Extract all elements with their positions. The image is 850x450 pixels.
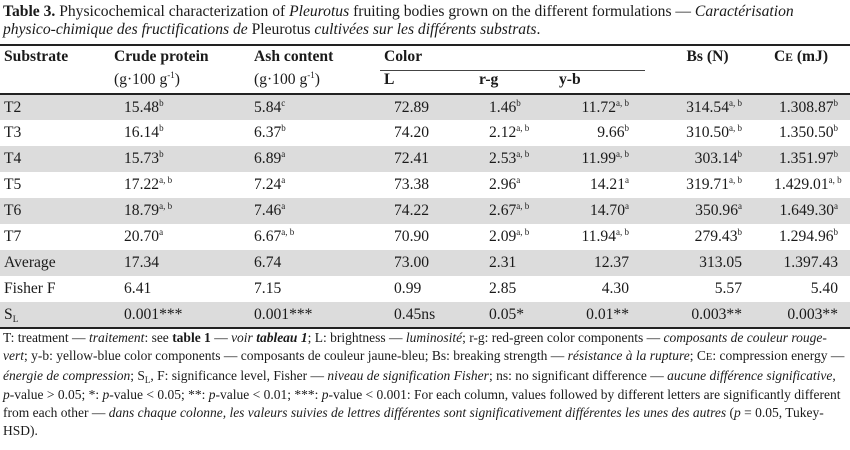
cell-substrate: T6 — [0, 198, 110, 224]
cell-color-rg: 2.31 — [475, 250, 555, 276]
cell-crude-protein: 15.48$^b$ — [110, 94, 250, 120]
header-color-rg: r-g — [475, 71, 555, 95]
data-table — [0, 44, 850, 329]
caption-en-pre: Physicochemical characterization of — [55, 3, 290, 20]
cell-breaking-strength: 303.14$^b$ — [645, 146, 770, 172]
cell-compression-energy: 5.40 — [810, 280, 839, 297]
caption-label: Table 3. — [3, 3, 56, 20]
cell-breaking-strength: 310.50$^{a, b}$ — [686, 123, 743, 141]
cell-color-yb: 4.30 — [601, 280, 630, 297]
cell-compression-energy: 1.649.30$^a$ — [770, 198, 850, 224]
table-row — [0, 302, 850, 328]
cell-color-yb: 11.99$^{a, b}$ — [555, 146, 645, 172]
cell-color-rg: 2.67$^{a, b}$ — [475, 198, 555, 224]
cell-substrate: T5 — [4, 176, 22, 193]
cell-color-L: 0.45ns — [380, 302, 475, 328]
cell-substrate: T7 — [4, 228, 22, 245]
cell-breaking-strength: 279.43$^b$ — [694, 227, 743, 245]
table-row — [0, 250, 850, 276]
cell-ash-content: 7.24$^a$ — [254, 175, 286, 193]
caption-fr-post: cultivées sur les différents substrats — [310, 21, 537, 38]
cell-crude-protein: 17.34 — [110, 250, 250, 276]
cell-ash-content: 6.74 — [250, 250, 380, 276]
cell-color-rg: 0.05* — [475, 302, 555, 328]
cell-substrate: $S_L$ — [0, 302, 110, 328]
header-breaking-strength: Bs (N) — [645, 45, 770, 71]
cell-color-L: 73.00 — [380, 250, 475, 276]
cell-substrate: Fisher F — [4, 280, 56, 297]
cell-color-L: 74.22 — [380, 198, 475, 224]
cell-color-rg: 2.53$^{a, b}$ — [475, 146, 555, 172]
table-row — [0, 120, 850, 146]
table-row — [0, 146, 850, 172]
cell-breaking-strength: 0.003** — [645, 302, 770, 328]
cell-color-rg: 2.09$^{a, b}$ — [489, 227, 530, 245]
header-color-L: L — [380, 71, 475, 95]
cell-compression-energy: 0.003** — [770, 302, 850, 328]
cell-compression-energy: 1.351.97$^b$ — [770, 146, 850, 172]
table-row — [0, 224, 850, 250]
cell-ash-content: 7.46$^a$ — [250, 198, 380, 224]
cell-color-yb: 9.66$^b$ — [597, 123, 630, 141]
caption-fr-pre: Caractérisation physico-chimique des fructifications de — [3, 3, 794, 38]
cell-crude-protein: 16.14$^b$ — [124, 123, 164, 141]
cell-substrate: T4 — [0, 146, 110, 172]
header-crude-protein-unit: (g·100 $g^{-1}$) — [114, 69, 180, 88]
cell-ash-content: 7.15 — [254, 280, 282, 297]
header-ash-unit: (g·100 $g^{-1}$) — [254, 69, 320, 88]
cell-compression-energy: 1.350.50$^b$ — [778, 123, 839, 141]
cell-color-L: 74.20 — [394, 124, 430, 141]
cell-breaking-strength: 314.54$^{a, b}$ — [645, 94, 770, 120]
cell-color-yb: 11.94$^{a, b}$ — [581, 227, 630, 245]
header-crude-protein: Crude protein — [110, 45, 250, 71]
cell-color-yb: 14.21$^a$ — [589, 175, 630, 193]
table-row — [0, 94, 850, 120]
caption-fr-genus: Pleurotus — [251, 21, 311, 38]
header-color-yb: y-b — [555, 71, 645, 95]
cell-ash-content: 6.67$^{a, b}$ — [254, 227, 295, 245]
cell-color-L: 72.41 — [380, 146, 475, 172]
cell-color-rg: 2.96$^a$ — [489, 175, 521, 193]
cell-color-L: 73.38 — [394, 176, 430, 193]
table-footnote: T: treatment — traitement: see table 1 — voir tableau 1; L: brightness — luminosité; r-g: red-green color components — composants de couleur rouge-vert; y-b: yellow-blue color components — composants de couleur jaune-bleu; Bs: breaking strength — résistance à la rupture; CE: compression energy — énergie de compression; $S_L$, F: significance level, Fisher — niveau de signification Fisher; ns: no significant difference — aucune différence significative, p-value > 0.05; *: p-value < 0.05; **: p-value < 0.01; ***: p-value < 0.001: For each column, values followed by different letters are significantly different from each other — dans chaque colonne, les valeurs suivies de lettres différentes sont significativement différentes les unes des autres (p = 0.05, Tukey-HSD). — [3, 330, 845, 439]
cell-crude-protein: 15.73$^b$ — [110, 146, 250, 172]
caption-en-genus: Pleurotus — [289, 3, 350, 20]
cell-compression-energy: 1.294.96$^b$ — [778, 227, 839, 245]
cell-substrate: Average — [0, 250, 110, 276]
cell-compression-energy: 1.308.87$^b$ — [770, 94, 850, 120]
cell-compression-energy: 1.429.01$^{a, b}$ — [774, 175, 842, 193]
cell-crude-protein: 6.41 — [124, 280, 152, 297]
cell-crude-protein: 18.79$^{a, b}$ — [110, 198, 250, 224]
caption-end: . — [536, 21, 541, 38]
header-ash-content: Ash content — [250, 45, 380, 71]
cell-color-L: 72.89 — [380, 94, 475, 120]
cell-color-yb: 14.70$^a$ — [555, 198, 645, 224]
cell-crude-protein: 0.001*** — [110, 302, 250, 328]
cell-substrate: T3 — [4, 124, 22, 141]
caption-en-post: fruiting bodies grown on the different formulations — — [349, 3, 695, 20]
cell-ash-content: 6.89$^a$ — [250, 146, 380, 172]
table-row — [0, 172, 850, 198]
table-caption — [3, 3, 845, 39]
cell-color-yb: 0.01** — [555, 302, 645, 328]
cell-crude-protein: 17.22$^{a, b}$ — [124, 175, 173, 193]
cell-color-rg: 2.12$^{a, b}$ — [489, 123, 530, 141]
table-row — [0, 276, 850, 302]
header-compression-energy: CE (mJ) — [770, 45, 850, 71]
cell-breaking-strength: 319.71$^{a, b}$ — [686, 175, 743, 193]
cell-substrate: T2 — [0, 94, 110, 120]
cell-crude-protein: 20.70$^a$ — [124, 227, 164, 245]
cell-ash-content: 0.001*** — [250, 302, 380, 328]
cell-color-rg: 2.85 — [489, 280, 517, 297]
cell-breaking-strength: 350.96$^a$ — [645, 198, 770, 224]
header-color: Color — [380, 45, 645, 71]
cell-color-L: 70.90 — [394, 228, 430, 245]
cell-color-rg: 1.46$^b$ — [475, 94, 555, 120]
header-substrate: Substrate — [0, 45, 110, 71]
cell-compression-energy: 1.397.43 — [770, 250, 850, 276]
cell-color-yb: 12.37 — [555, 250, 645, 276]
table-row — [0, 198, 850, 224]
cell-ash-content: 5.84$^c$ — [250, 94, 380, 120]
cell-ash-content: 6.37$^b$ — [254, 123, 286, 141]
cell-color-yb: 11.72$^{a, b}$ — [555, 94, 645, 120]
cell-breaking-strength: 313.05 — [645, 250, 770, 276]
cell-breaking-strength: 5.57 — [714, 280, 743, 297]
cell-color-L: 0.99 — [394, 280, 422, 297]
